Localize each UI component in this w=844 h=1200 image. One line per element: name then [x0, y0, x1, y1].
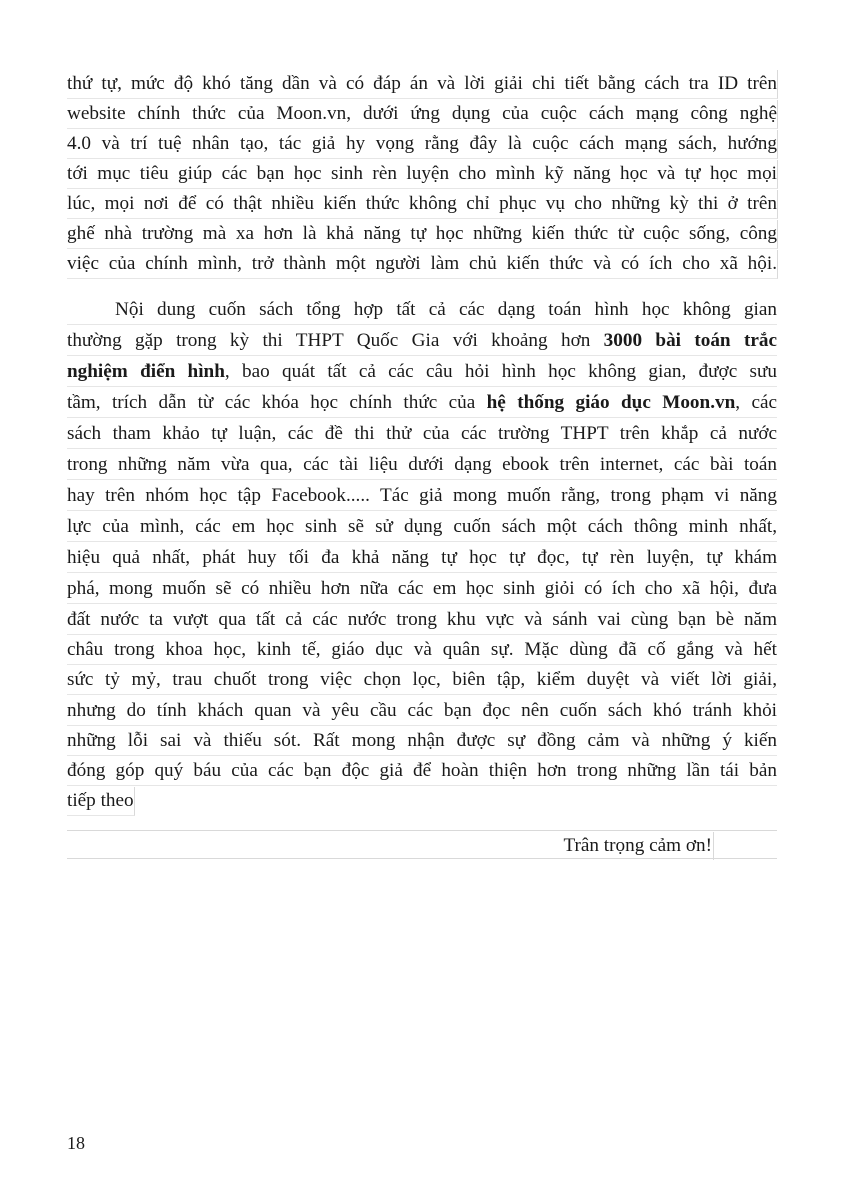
- paragraph2-line-3: [67, 358, 777, 387]
- closing-rule-top: [67, 830, 777, 831]
- paragraph2-line-1-text: Nội dung cuốn sách tổng hợp tất cả các dạng toán hình học không gian: [115, 299, 777, 320]
- paragraph2-line-6: trong những năm vừa qua, các tài liệu dưới dạng ebook trên internet, các bài toán: [67, 451, 777, 480]
- highlight-3000-problems: 3000 bài toán trắc: [603, 330, 777, 351]
- highlight-moon-system: hệ thống giáo dục Moon.vn: [486, 392, 736, 413]
- highlight-typical-problems: nghiệm điển hình: [67, 361, 225, 382]
- paragraph1-line-3: 4.0 và trí tuệ nhân tạo, tác giả hy vọng rằng đây là cuộc cách mạng sách, hướng: [67, 130, 778, 159]
- paragraph1-line-4: tới mục tiêu giúp các bạn học sinh rèn luyện cho mình kỹ năng học và tự học mọi: [67, 160, 778, 189]
- paragraph2-line-16: đóng góp quý báu của các bạn độc giả để hoàn thiện hơn trong những lần tái bản: [67, 757, 777, 786]
- paragraph2-line-3-text: , bao quát tất cả các câu hỏi hình học không gian, được sưu: [224, 361, 777, 382]
- paragraph2-line-1: [67, 296, 777, 325]
- paragraph2-line-2: [67, 327, 777, 356]
- paragraph2-line-4: [67, 389, 777, 418]
- paragraph1-line-5: lúc, mọi nơi để có thật nhiều kiến thức không chỉ phục vụ cho những kỳ thi ở trên: [67, 190, 778, 219]
- paragraph2-line-5: sách tham khảo tự luận, các đề thi thử của các trường THPT trên khắp cả nước: [67, 420, 777, 449]
- paragraph2-line-4-text-a: tầm, trích dẫn từ các khóa học chính thức của: [67, 392, 487, 413]
- closing-rule-bottom: [67, 858, 777, 859]
- paragraph2-line-13: sức tỷ mỷ, trau chuốt trong việc chọn lọc, biên tập, kiểm duyệt và viết lời giải,: [67, 666, 777, 695]
- page-number: 18: [67, 1133, 85, 1153]
- paragraph2-line-9: hiệu quả nhất, phát huy tối đa khả năng tự học tự đọc, tự rèn luyện, tự khám: [67, 544, 777, 573]
- paragraph2-line-12: châu trong khoa học, kinh tế, giáo dục và quân sự. Mặc dùng đã cố gắng và hết: [67, 636, 777, 665]
- paragraph2-line-15: những lỗi sai và thiếu sót. Rất mong nhận được sự đồng cảm và những ý kiến: [67, 727, 777, 756]
- paragraph2-line-8: lực của mình, các em học sinh sẽ sử dụng cuốn sách một cách thông minh nhất,: [67, 513, 777, 542]
- paragraph2-line-11: đất nước ta vượt qua tất cả các nước trong khu vực và sánh vai cùng bạn bè năm: [67, 606, 777, 635]
- paragraph2-last-line: tiếp theo: [67, 787, 135, 816]
- paragraph2-line-7: hay trên nhóm học tập Facebook..... Tác giả mong muốn rằng, trong phạm vi năng: [67, 482, 777, 511]
- closing-text: Trân trọng cảm ơn!: [563, 832, 714, 860]
- paragraph1-line-7: việc của chính mình, trở thành một người làm chủ kiến thức và có ích cho xã hội.: [67, 250, 778, 279]
- paragraph1-line-1: thứ tự, mức độ khó tăng dần và có đáp án và lời giải chi tiết bằng cách tra ID trên: [67, 70, 778, 99]
- paragraph2-line-14: nhưng do tính khách quan và yêu cầu các bạn đọc nên cuốn sách khó tránh khỏi: [67, 697, 777, 726]
- paragraph1-line-6: ghế nhà trường mà xa hơn là khả năng tự học những kiến thức từ cuộc sống, công: [67, 220, 778, 249]
- paragraph2-line-2-text: thường gặp trong kỳ thi THPT Quốc Gia với khoảng hơn: [67, 330, 604, 351]
- paragraph2-line-4-text-b: , các: [735, 392, 777, 413]
- paragraph2-line-10: phá, mong muốn sẽ có nhiều hơn nữa các em học sinh giỏi có ích cho xã hội, đưa: [67, 575, 777, 604]
- paragraph1-line-2: website chính thức của Moon.vn, dưới ứng dụng của cuộc cách mạng công nghệ: [67, 100, 778, 129]
